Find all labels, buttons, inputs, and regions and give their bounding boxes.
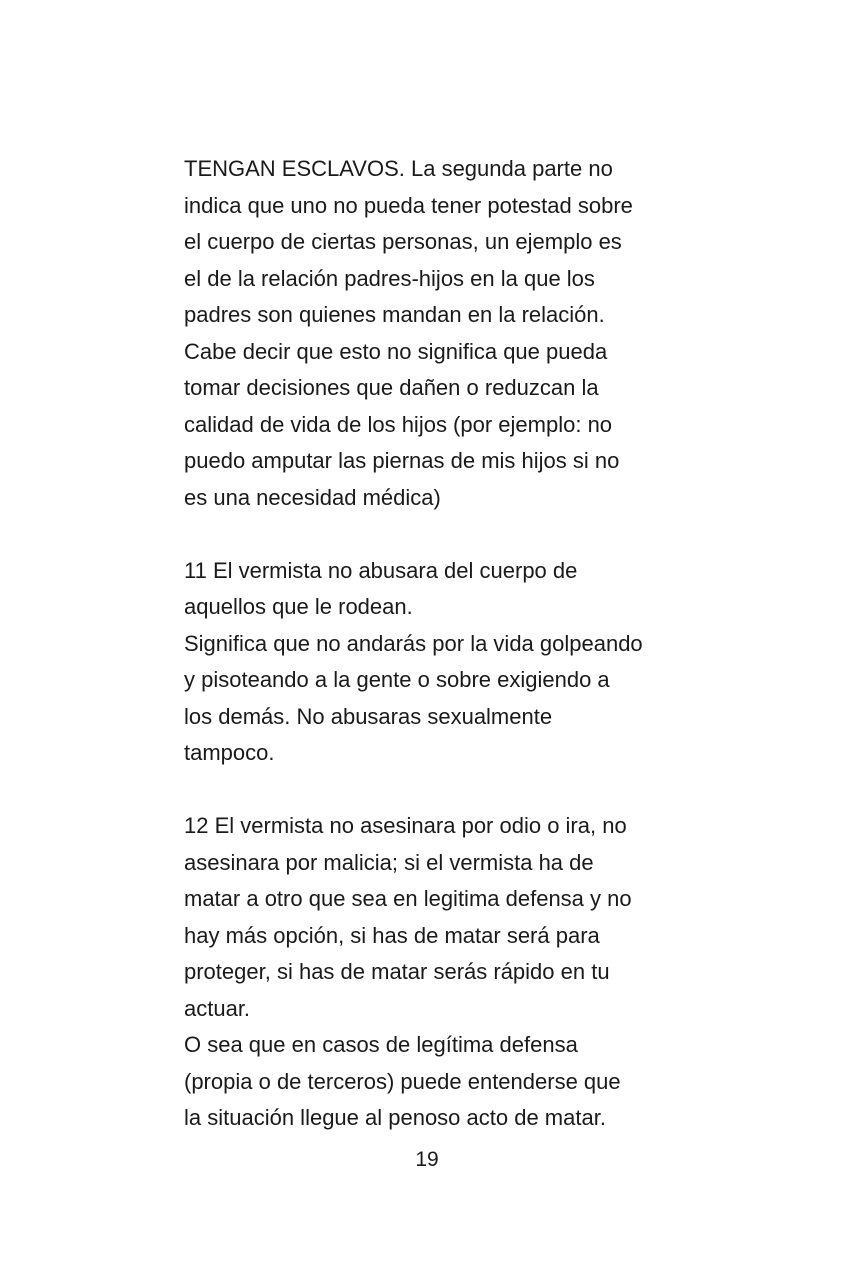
text-line: el de la relación padres-hijos en la que los bbox=[184, 265, 595, 291]
text-line: (propia o de terceros) puede entenderse que bbox=[184, 1068, 621, 1094]
text-line: indica que uno no pueda tener potestad sobre bbox=[184, 192, 633, 218]
paragraph-slaves-continuation bbox=[184, 151, 684, 516]
paragraph-rule-11 bbox=[184, 553, 684, 772]
text-line: puedo amputar las piernas de mis hijos si no bbox=[184, 448, 620, 473]
text-line: Significa que no andarás por la vida golpeando bbox=[184, 630, 643, 656]
text-line: asesinara por malicia; si el vermista ha de bbox=[184, 849, 594, 875]
text-line: tampoco. bbox=[184, 740, 275, 765]
text-line: O sea que en casos de legítima defensa bbox=[184, 1032, 578, 1057]
paragraph-spacer bbox=[184, 516, 684, 553]
body-text bbox=[184, 151, 684, 1137]
text-line: TENGAN ESCLAVOS. La segunda parte no bbox=[184, 156, 613, 181]
text-line: Cabe decir que esto no significa que pueda bbox=[184, 338, 608, 364]
text-line: los demás. No abusaras sexualmente bbox=[184, 703, 553, 729]
page-number: 19 bbox=[415, 1148, 439, 1171]
text-line: el cuerpo de ciertas personas, un ejemplo es bbox=[184, 229, 622, 254]
text-line: la situación llegue al penoso acto de matar. bbox=[184, 1105, 606, 1130]
text-line: 11 El vermista no abusara del cuerpo de bbox=[184, 557, 578, 583]
text-line: 12 El vermista no asesinara por odio o ira, no bbox=[184, 813, 627, 838]
paragraph-spacer bbox=[184, 772, 684, 809]
paragraph-rule-12 bbox=[184, 808, 684, 1137]
text-line: matar a otro que sea en legitima defensa y no bbox=[184, 886, 632, 911]
text-line: aquellos que le rodean. bbox=[184, 594, 413, 619]
text-line: tomar decisiones que dañen o reduzcan la bbox=[184, 375, 599, 400]
text-line: es una necesidad médica) bbox=[184, 484, 441, 510]
text-line: actuar. bbox=[184, 995, 251, 1021]
text-line: y pisoteando a la gente o sobre exigiendo a bbox=[184, 667, 610, 692]
text-line: proteger, si has de matar serás rápido en tu bbox=[184, 959, 610, 984]
text-line: padres son quienes mandan en la relación. bbox=[184, 302, 605, 327]
text-line: hay más opción, si has de matar será para bbox=[184, 922, 600, 948]
text-line: calidad de vida de los hijos (por ejemplo: no bbox=[184, 411, 613, 437]
